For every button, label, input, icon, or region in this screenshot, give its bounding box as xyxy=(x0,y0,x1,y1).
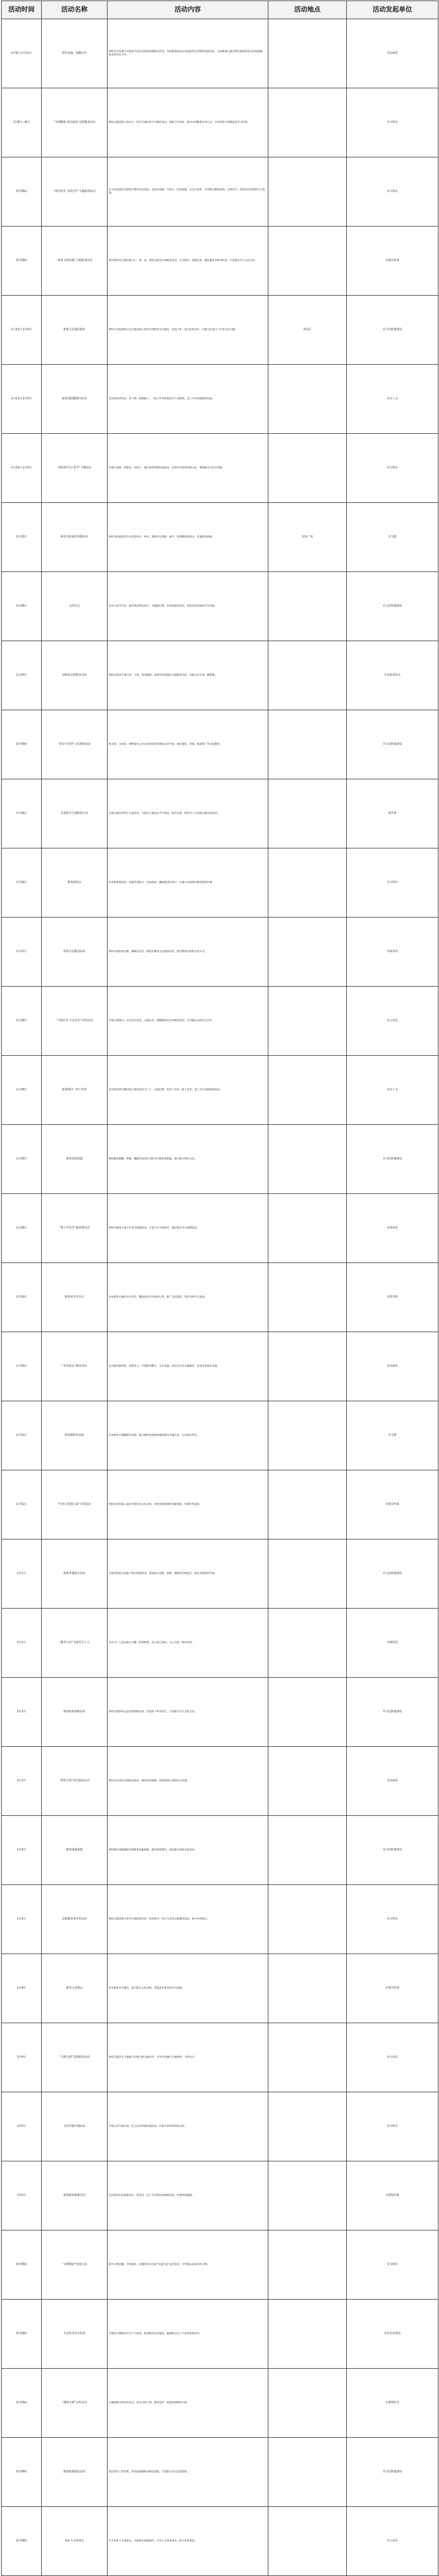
cell-title: 平安春节安全检查 xyxy=(42,2300,108,2369)
cell-date: 2月1日 xyxy=(2,1609,42,1678)
table-row xyxy=(2,1539,438,1609)
cell-content: 走访慰问生活困难党员、老党员，送上节日慰问金和慰问品，传递组织温暖。 xyxy=(108,2161,268,2230)
cell-content: 组织志愿者深入乡村开展政策宣传、技术指导、医疗义诊等志愿服务活动，助力乡村振兴。 xyxy=(108,1885,268,1954)
cell-content: 组织开展新春公益电影放映活动，送电影下乡进社区，丰富群众节日文化生活。 xyxy=(108,1678,268,1747)
cell-organizer: 市体育局 xyxy=(347,918,438,987)
cell-location xyxy=(268,157,347,227)
cell-date: 2月4日 xyxy=(2,1954,42,2023)
cell-location xyxy=(268,1747,347,1816)
table-row xyxy=(2,365,438,434)
cell-title: “网络文明”宣传活动 xyxy=(42,2369,108,2438)
cell-organizer: 市文明办 xyxy=(347,848,438,918)
table-row xyxy=(2,1747,438,1816)
cell-location xyxy=(268,1885,347,1954)
cell-title: 阳光送福、温暖过年 xyxy=(42,19,108,88)
cell-content: 组织志愿者开展义诊、义剪、家电维修、法律咨询等便民志愿服务活动，为群众办实事、解难题。 xyxy=(108,641,268,710)
cell-location xyxy=(268,2369,347,2438)
cell-location xyxy=(268,2300,347,2369)
cell-organizer: 市应急管理局 xyxy=(347,2300,438,2369)
cell-location xyxy=(268,227,347,296)
cell-date: 1月26日 xyxy=(2,848,42,918)
cell-title: “欢乐春节 文明过年”主题系列活动 xyxy=(42,157,108,227)
table-row xyxy=(2,88,438,157)
cell-date: 春节期间 xyxy=(2,2369,42,2438)
cell-title: 新春文艺晚会 xyxy=(42,1954,108,2023)
table-row xyxy=(2,1056,438,1125)
table-row xyxy=(2,1263,438,1332)
table-row xyxy=(2,1401,438,1470)
table-row xyxy=(2,1332,438,1401)
cell-organizer: 市公安局 xyxy=(347,987,438,1056)
cell-content: 举办新春主题摄影作品展，展示城乡发展新面貌和群众幸福生活，记录美好时光。 xyxy=(108,1401,268,1470)
cell-organizer: 市文明办 xyxy=(347,88,438,157)
cell-title: 新春电影放映活动 xyxy=(42,1678,108,1747)
cell-date: 1月21日-2月5日 xyxy=(2,296,42,365)
cell-location xyxy=(268,848,347,918)
activity-table xyxy=(1,1,438,2576)
cell-organizer: 市文联 xyxy=(347,503,438,572)
table-row xyxy=(2,848,438,918)
cell-organizer: 市民政局 xyxy=(347,1332,438,1401)
table-row xyxy=(2,434,438,503)
cell-title: 新春读书分享会 xyxy=(42,1263,108,1332)
table-row xyxy=(2,296,438,365)
table-row xyxy=(2,2092,438,2161)
header-content: 活动内容 xyxy=(108,1,268,19)
header-row xyxy=(2,1,438,19)
cell-title: 新春书法家送春联活动 xyxy=(42,503,108,572)
cell-location xyxy=(268,1401,347,1470)
cell-title: 新春文艺惠民演出 xyxy=(42,296,108,365)
cell-title: 新春民俗展演 xyxy=(42,1125,108,1194)
cell-content: 开展文明祭扫、安全用火用电、交通安全、禁燃禁放等宣传教育活动，引导群众文明安全过年。 xyxy=(108,987,268,1056)
cell-location xyxy=(268,1954,347,2023)
table-row xyxy=(2,987,438,1056)
table-row xyxy=(2,1125,438,1194)
cell-date: 1月28日 xyxy=(2,987,42,1056)
cell-title: “孝老爱亲”敬老活动 xyxy=(42,1332,108,1401)
cell-title: 元宵节猜灯谜活动 xyxy=(42,2092,108,2161)
cell-title: 新春戏曲展演 xyxy=(42,1816,108,1885)
cell-date: 1月30日 xyxy=(2,1332,42,1401)
cell-organizer: 市人社局 xyxy=(347,2507,438,2576)
cell-organizer: 市委网信办 xyxy=(347,2369,438,2438)
table-row xyxy=(2,503,438,572)
cell-location xyxy=(268,1056,347,1125)
cell-organizer: 市总工会 xyxy=(347,1056,438,1125)
cell-content: 开展春节期间安全生产大检查，排查整治安全隐患，确保群众过上平安祥和的春节。 xyxy=(108,2300,268,2369)
cell-location: 各县区 xyxy=(268,296,347,365)
cell-content: 举办元宵节灯会，展出各类特色花灯，开展猜灯谜、民俗表演等活动，营造欢乐祥和的节日氛围。 xyxy=(108,572,268,641)
table-row xyxy=(2,1609,438,1678)
cell-title: “暖冬行动”关爱环卫工人 xyxy=(42,1609,108,1678)
cell-content: 召开返乡人才座谈会，交流家乡发展情况，引导人才回乡创业，助力家乡建设。 xyxy=(108,2507,268,2576)
table-row xyxy=(2,2161,438,2230)
table-row xyxy=(2,1194,438,1263)
cell-content: 举办新春游园会，设置非遗展示、民俗体验、趣味游戏等项目，让群众在游园中感受浓浓年味。 xyxy=(108,848,268,918)
cell-title: “红色文化进万家”宣讲活动 xyxy=(42,1470,108,1539)
cell-location xyxy=(268,434,347,503)
cell-date: 1月24日 xyxy=(2,572,42,641)
cell-location xyxy=(268,2092,347,2161)
cell-title: “新春文明实践”主题系列活动 xyxy=(42,227,108,296)
cell-title: “网上年货节”促消费活动 xyxy=(42,1194,108,1263)
cell-date: 2月2日 xyxy=(2,1678,42,1747)
cell-title: 新春摄影作品展 xyxy=(42,1401,108,1470)
cell-location xyxy=(268,1609,347,1678)
cell-title: 新春全民健身活动 xyxy=(42,918,108,987)
cell-location xyxy=(268,1125,347,1194)
cell-content: 组织地方戏曲剧团开展新春戏曲展演，演出经典剧目，满足群众戏曲文化需求。 xyxy=(108,1816,268,1885)
cell-date: 2月5日 xyxy=(2,2092,42,2161)
cell-organizer: 市城管局 xyxy=(347,1609,438,1678)
cell-organizer: 团市委 xyxy=(347,779,438,848)
cell-date: 2月1日 xyxy=(2,1539,42,1609)
cell-date: 1月30日 xyxy=(2,1263,42,1332)
cell-location xyxy=(268,710,347,779)
cell-organizer: 市文明办 xyxy=(347,157,438,227)
cell-content: 开展写春联、剪窗花、包饺子、猜灯谜等传统民俗活动，弘扬中华优秀传统文化，增强群众文化认同感。 xyxy=(108,434,268,503)
cell-content: 组织志愿者在主要路口开展文明交通劝导，引导市民遵守交通规则，文明出行。 xyxy=(108,2023,268,2092)
cell-location xyxy=(268,2230,347,2300)
cell-organizer: 市文明办 xyxy=(347,1885,438,1954)
cell-title: 志愿服务进乡村活动 xyxy=(42,1885,108,1954)
table-row xyxy=(2,2300,438,2369)
table-row xyxy=(2,227,438,296)
cell-location xyxy=(268,2438,347,2507)
table-row xyxy=(2,157,438,227)
cell-date: 2月8日—8日 xyxy=(2,88,42,157)
cell-content: 组织开展新春长跑、趣味运动会、棋类比赛等全民健身活动，倡导健康文明的生活方式。 xyxy=(108,918,268,987)
table-row xyxy=(2,1885,438,1954)
cell-date: 春节期间 xyxy=(2,2300,42,2369)
cell-date: 2月5日 xyxy=(2,2161,42,2230)
cell-date: 1月26日 xyxy=(2,779,42,848)
cell-content: 走访慰问老党员、老干部、困难职工、一线工作者和退役军人等群体，送上节日祝福和慰问品。 xyxy=(108,365,268,434)
table-row xyxy=(2,1678,438,1747)
cell-organizer: 市文明办 xyxy=(347,434,438,503)
cell-date: 2月3日 xyxy=(2,1885,42,1954)
cell-content: 开展网络文明宣传活动，倡导文明上网、理性发声，营造清朗网络空间。 xyxy=(108,2369,268,2438)
cell-content: 组织书法家协会会员走进社区、乡村，现场书写春联、福字，免费赠送给群众，传递新春祝福。 xyxy=(108,503,268,572)
cell-date: 春节期间 xyxy=(2,2230,42,2300)
cell-location xyxy=(268,572,347,641)
cell-title: 元宵灯会 xyxy=(42,572,108,641)
cell-organizer: 市文化和旅游局 xyxy=(347,296,438,365)
table-row xyxy=(2,2023,438,2092)
table-row xyxy=(2,1816,438,1885)
table-row xyxy=(2,2369,438,2438)
cell-organizer: 市图书馆 xyxy=(347,1263,438,1332)
cell-title: 新春非遗展示活动 xyxy=(42,1539,108,1609)
table-row xyxy=(2,710,438,779)
cell-title: 返乡人才座谈会 xyxy=(42,2507,108,2576)
cell-content: 依托新时代文明实践中心、所、站，组织志愿者开展新春走访、文艺演出、政策宣讲、便民服务等系列活动，丰富群众节日文化生活。 xyxy=(108,227,268,296)
cell-organizer: 市志愿者协会 xyxy=(347,641,438,710)
cell-content: 组织全市各部门开展春节前走访慰问困难群众活动，为困难家庭送去米面油等生活物资及慰问金，让困难群众感受到党和政府的关怀和温暖，欢欢喜喜过大年。 xyxy=(108,19,268,88)
table-row xyxy=(2,2438,438,2507)
cell-title: 新春旅游惠民活动 xyxy=(42,2438,108,2507)
cell-organizer: 市文明办 xyxy=(347,2092,438,2161)
cell-content: 组织开展线上线下年货节促销活动，丰富节日市场供应，满足群众节日消费需求。 xyxy=(108,1194,268,1263)
cell-title: “文明交通”志愿服务活动 xyxy=(42,2023,108,2092)
cell-title: “文明过节 平安过年”宣传活动 xyxy=(42,987,108,1056)
cell-content: 举办新春主题读书分享会，邀请读者分享阅读心得，推广全民阅读，营造书香节日氛围。 xyxy=(108,1263,268,1332)
cell-location xyxy=(268,88,347,157)
cell-date: 1月27日 xyxy=(2,918,42,987)
cell-title: 新春游园会 xyxy=(42,848,108,918)
cell-organizer: 市文化和旅游局 xyxy=(347,1125,438,1194)
cell-location xyxy=(268,987,347,1056)
cell-title: 新春送温暖慰问活动 xyxy=(42,365,108,434)
cell-content: 开展非物质文化遗产展示展演活动，现场展示剪纸、面塑、刺绣等传统技艺，推动非遗保护传承。 xyxy=(108,1539,268,1609)
cell-date: 1月29日 xyxy=(2,1125,42,1194)
cell-date: 2月4日 xyxy=(2,2023,42,2092)
cell-content: 组织宣讲团深入基层开展红色文化宣讲，讲述党的故事和英雄事迹，传承红色基因。 xyxy=(108,1470,268,1539)
cell-organizer: 市文化和旅游局 xyxy=(347,572,438,641)
cell-location: 市民广场 xyxy=(268,503,347,572)
cell-title: “文明餐桌”光盘行动 xyxy=(42,2230,108,2300)
cell-organizer: 市民政局 xyxy=(347,19,438,88)
cell-location xyxy=(268,365,347,434)
cell-date: 1月28日 xyxy=(2,1056,42,1125)
cell-content: 开展元宵节猜灯谜、吃元宵等传统民俗活动，传承中华优秀传统文化。 xyxy=(108,2092,268,2161)
table-row xyxy=(2,19,438,88)
cell-location xyxy=(268,641,347,710)
cell-content: 举办新春文艺晚会，展示群众文化成果，营造欢乐喜庆的节日氛围。 xyxy=(108,1954,268,2023)
cell-content: 组织志愿者深入各社区、村庄开展环境卫生整治活动，清理卫生死角，倡导文明健康生活方式，共同营造干净整洁的节日环境。 xyxy=(108,88,268,157)
cell-content: 走访慰问敬老院、孤寡老人，开展陪伴聊天、文艺表演、清洁卫生等志愿服务，弘扬孝老爱亲美德。 xyxy=(108,1332,268,1401)
cell-date: 2月2日 xyxy=(2,1747,42,1816)
cell-location xyxy=(268,1263,347,1332)
cell-organizer: 市文明办 xyxy=(347,2230,438,2300)
table-header xyxy=(2,1,438,19)
cell-content: 为环卫工人送去爱心早餐、防寒物资，设立爱心驿站，关心关爱一线劳动者。 xyxy=(108,1609,268,1678)
cell-organizer: 市公安局 xyxy=(347,2023,438,2092)
cell-content: 倡导文明用餐、节约粮食，在餐饮单位开展“光盘行动”宣传活动，引导群众养成节约习惯。 xyxy=(108,2230,268,2300)
cell-location xyxy=(268,1539,347,1609)
cell-organizer: 市委宣传部 xyxy=(347,227,438,296)
cell-content: 走访慰问春节期间坚守岗位的环卫工人、交通民警、医护人员等一线工作者，送上节日问候和慰问品。 xyxy=(108,1056,268,1125)
cell-title: 新春慰问一线工作者 xyxy=(42,1056,108,1125)
table-row xyxy=(2,918,438,987)
cell-organizer: 市委宣传部 xyxy=(347,1470,438,1539)
cell-location xyxy=(268,1332,347,1401)
cell-date: 1月31日 xyxy=(2,1470,42,1539)
cell-date: 1月29日 xyxy=(2,1194,42,1263)
table-row xyxy=(2,1470,438,1539)
cell-location xyxy=(268,1678,347,1747)
cell-organizer: 市文联 xyxy=(347,1401,438,1470)
cell-title: “文明健康 清洁家园”志愿服务活动 xyxy=(42,88,108,157)
cell-date: 春节期间 xyxy=(2,2438,42,2507)
cell-content: 组织文艺院团和文艺志愿者深入基层开展新春文艺演出，送戏下乡、送文化进社区，让群众在家门口享受文化大餐。 xyxy=(108,296,268,365)
cell-location xyxy=(268,2161,347,2230)
table-row xyxy=(2,1954,438,2023)
cell-location xyxy=(268,2023,347,2092)
cell-title: 新春慰问困难党员 xyxy=(42,2161,108,2230)
cell-location xyxy=(268,2507,347,2576)
cell-organizer: 市商务局 xyxy=(347,1194,438,1263)
cell-content: 开展关爱农村留守儿童活动，为留守儿童送去学习用品、新年礼物，组织亲子互动和心理关爱活动。 xyxy=(108,779,268,848)
header-title: 活动名称 xyxy=(42,1,108,19)
cell-location xyxy=(268,779,347,848)
table-row xyxy=(2,572,438,641)
cell-organizer: 市委宣传部 xyxy=(347,1954,438,2023)
cell-organizer: 市文化和旅游局 xyxy=(347,710,438,779)
cell-date: 1月22日-2月5日 xyxy=(2,434,42,503)
cell-title: 迎新春志愿服务活动 xyxy=(42,641,108,710)
header-location: 活动地点 xyxy=(268,1,347,19)
cell-date: 春节期间 xyxy=(2,227,42,296)
cell-organizer: 市文化和旅游局 xyxy=(347,2438,438,2507)
cell-content: 图书馆、文化馆、博物馆等公共文化场馆春节期间正常开放，推出展览、讲座、阅读推广等文化服务。 xyxy=(108,710,268,779)
cell-location xyxy=(268,918,347,987)
table-row xyxy=(2,2230,438,2300)
cell-content: 在全市范围内开展春节系列文化活动，包括送春联、写福字、民俗展演、文艺汇演等，引导群众移风易俗、文明过节，营造喜庆祥和的节日氛围。 xyxy=(108,157,268,227)
cell-date: 1月31日 xyxy=(2,1401,42,1470)
cell-location xyxy=(268,1816,347,1885)
cell-organizer: 市文化和旅游局 xyxy=(347,1539,438,1609)
table-body xyxy=(2,19,438,2576)
cell-title: “邻里守望”社区联谊活动 xyxy=(42,1747,108,1816)
cell-date: 春节期间 xyxy=(2,2507,42,2576)
cell-date: 1月21日-2月5日 xyxy=(2,365,42,434)
cell-content: 组织舞龙舞狮、秧歌、腰鼓等民间艺术队伍开展民俗展演，展示地方特色文化。 xyxy=(108,1125,268,1194)
cell-organizer: 市委组织部 xyxy=(347,2161,438,2230)
cell-location xyxy=(268,1470,347,1539)
header-organizer: 活动发起单位 xyxy=(347,1,438,19)
cell-title: “我们的节日·春节”主题活动 xyxy=(42,434,108,503)
cell-location xyxy=(268,1194,347,1263)
cell-organizer: 市文化和旅游局 xyxy=(347,1678,438,1747)
cell-date: 1月25日 xyxy=(2,641,42,710)
cell-content: 推出景区门票优惠、特色旅游线路等惠民措施，丰富群众节日出游选择。 xyxy=(108,2438,268,2507)
cell-date: 春节期间 xyxy=(2,710,42,779)
table-row xyxy=(2,779,438,848)
header-date: 活动时间 xyxy=(2,1,42,19)
cell-title: 关爱留守儿童新春行动 xyxy=(42,779,108,848)
table-row xyxy=(2,641,438,710)
table-row xyxy=(2,2507,438,2576)
cell-title: “春节不打烊”文化服务活动 xyxy=(42,710,108,779)
cell-location xyxy=(268,19,347,88)
cell-date: 1月6日-1月21日 xyxy=(2,19,42,88)
cell-content: 组织社区居民开展联谊活动，增进邻里感情，营造和谐友善的社区氛围。 xyxy=(108,1747,268,1816)
cell-date: 2月3日 xyxy=(2,1816,42,1885)
cell-date: 春节期间 xyxy=(2,157,42,227)
cell-organizer: 市民政局 xyxy=(347,1747,438,1816)
cell-organizer: 市文化和旅游局 xyxy=(347,1816,438,1885)
cell-date: 1月23日 xyxy=(2,503,42,572)
cell-organizer: 市总工会 xyxy=(347,365,438,434)
